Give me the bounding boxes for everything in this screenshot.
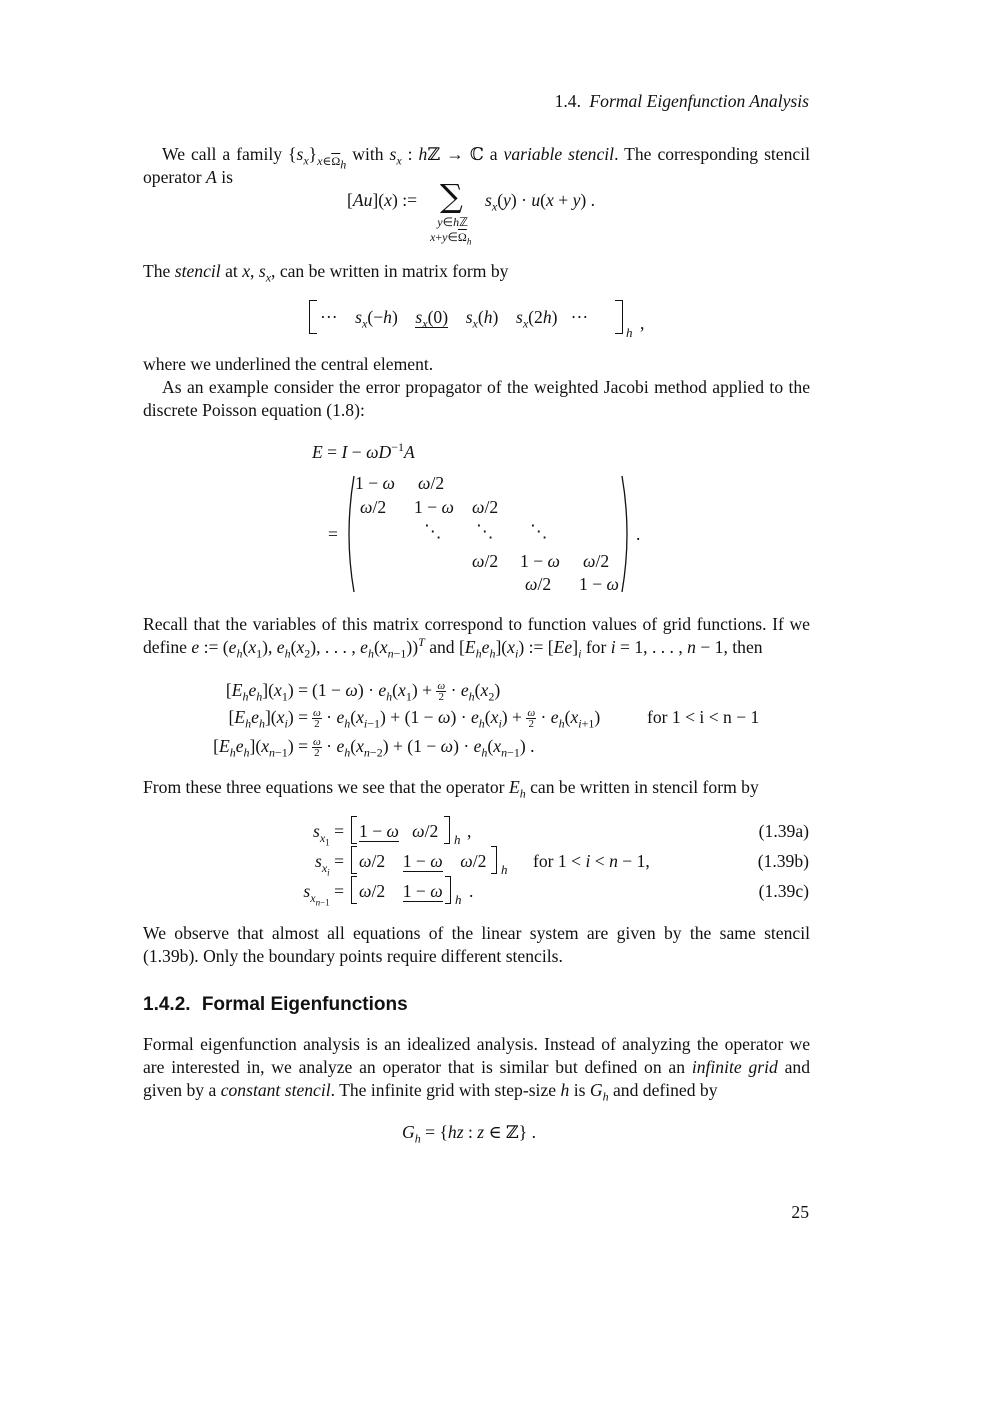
page: 1.4. Formal Eigenfunction Analysis We call a family $\{s_x\}_{x\in\overline{\Omega}_h}$ with $s_x$ : hℤ → ℂ a variable stencil. The corresponding stencil operator A is [Au](x) := ∑ y∈hℤ $x+y\in\overline{\Omega}_h$ $s_x(y) \cdot u(x + y)$ . The stencil at x, $s_x$, can be written in matrix form by ··· $s_x(-h)$ $s_x(0)$ $s_x(h)$ $s_x(2h)$ ··· h , where we underlined the central element. As an example consider the error propagator of the weighted Jacobi method applied to the discrete Poisson equation (1.8): $E = I - \omega D^{-1}A$ = 1 − ω ω/2 ω/2 1 − ω ω/2 ⋱ ⋱ ⋱ ω/2 1 − ω ω/2 ω/2 1 − ω . Recall that the variables of this matrix correspond to function values of grid functions. If we define e := ($e_h(x_1)$, $e_h(x_2)$, . . . , $e_h(x_{n-1}))^T$ and $[E_he_h](x_i)$ := $[Ee]_i$ for i = 1, . . . , n − 1, then $[E_he_h](x_1)$ = $(1 - \omega) \cdot e_h(x_1)$ + $\frac{\omega}{2}$ · $e_h(x_2)$ $[E_he_h](x_i)$ = $\frac{\omega}{2}$ · $e_h(x_{i-1}) + (1 - \omega) \cdot e_h(x_i)$ + $\frac{\omega}{2}$ · $e_h(x_{i+1})$ for 1 < i < n − 1 $[E_he_h](x_{n-1})$ = $\frac{\omega}{2}$ · $e_h(x_{n-2}) + (1 - \omega) \cdot e_h(x_{n-1})$ . From these three equations we see that the operator $E_h$ can be written in stencil form by $s_{x_1}$ = 1 − ω ω/2 h , (1.39a) $s_{x_i}$ = ω/2 1 − ω ω/2 h for 1 < i < n − 1, (1.39b) $s_{x_{n-1}}$ = ω/2 1 − ω h . (1.39c) We observe that almost all equations of the linear system are given by the same stencil (1.39b). Only the boundary points require different stencils. 1.4.2. Formal Eigenfunctions Formal eigenfunction analysis is an idealized analysis. Instead of analyzing the operator we are interested in, we analyze an operator that is similar but defined on an infinite grid and given by a constant stencil. The infinite grid with step-size h is $G_h$ and defined by $G_h = \{hz$ : z ∈ ℤ} . 25	[143, 91, 810, 1222]
stencil-row: ··· $s_x(-h)$ $s_x(0)$ $s_x(h)$ $s_x(2h)$ ···	[320, 307, 589, 331]
eq-number-1-39c: (1.39c)	[758, 881, 809, 901]
header-section: 1.4.	[554, 91, 581, 111]
equation-operator-rhs: $s_x(y) \cdot u(x + y)$ .	[485, 190, 596, 214]
eq-number-1-39b: (1.39b)	[757, 851, 809, 871]
underline-note: where we underlined the central element.	[143, 354, 434, 374]
condition-i-range: for 1 < i < n − 1	[647, 707, 760, 727]
term-variable-stencil: variable stencil	[503, 144, 615, 164]
running-header	[555, 90, 809, 113]
paragraph-variable-stencil: We call a family $\{s_x\}_{x\in\overline{\Omega}_h}$ with $s_x$ : hℤ → ℂ a variable stencil. The corresponding stencil operator A is	[143, 144, 810, 187]
page-number: 25	[791, 1202, 809, 1222]
equation-operator-definition: [Au](x) :=	[347, 190, 418, 210]
paragraph-observe: We observe that almost all equations of the linear system are given by the same stencil (1.39b). Only the boundary points require different stencils.	[143, 923, 810, 966]
header-title: Formal Eigenfunction Analysis	[589, 91, 809, 111]
section-title: Formal Eigenfunctions	[201, 994, 408, 1015]
term-constant-stencil: constant stencil	[220, 1080, 331, 1100]
eq-number-1-39a: (1.39a)	[758, 821, 809, 841]
paragraph-recall: Recall that the variables of this matrix correspond to function values of grid functions. If we define e := ($e_h(x_1)$, $e_h(x_2)$, . . . , $e_h(x_{n-1}))^T$ and $[E_he_h](x_i)$ := $[Ee]_i$ for i = 1, . . . , n − 1, then	[143, 614, 810, 661]
stencil-left-bracket	[309, 300, 317, 334]
sum-symbol: ∑	[440, 177, 463, 215]
stencil-right-bracket	[615, 300, 623, 334]
section-heading	[143, 994, 408, 1016]
equation-Gh: $G_h = \{hz$ : z ∈ ℤ} .	[402, 1122, 536, 1146]
paragraph-stencil-matrix-form: The stencil at x, $s_x$, can be written in matrix form by	[143, 261, 509, 285]
paragraph-formal-eigenfunction: Formal eigenfunction analysis is an idealized analysis. Instead of analyzing the operator we are interested in, we analyze an operator that is similar but defined on an infinite grid and given by a constant stencil. The infinite grid with step-size h is $G_h$ and defined by	[143, 1034, 810, 1104]
term-stencil: stencil	[174, 261, 221, 281]
equation-E: $E = I - \omega D^{-1}A$	[312, 440, 415, 462]
sum-subscript: y∈hℤ $x+y\in\overline{\Omega}_h$	[430, 215, 472, 247]
section-number: 1.4.2.	[143, 994, 191, 1015]
paragraph-three-equations: From these three equations we see that the operator $E_h$ can be written in stencil form by	[143, 777, 759, 801]
paragraph-jacobi-example: As an example consider the error propagator of the weighted Jacobi method applied to the discrete Poisson equation (1.8):	[143, 377, 810, 420]
term-infinite-grid: infinite grid	[691, 1057, 778, 1077]
